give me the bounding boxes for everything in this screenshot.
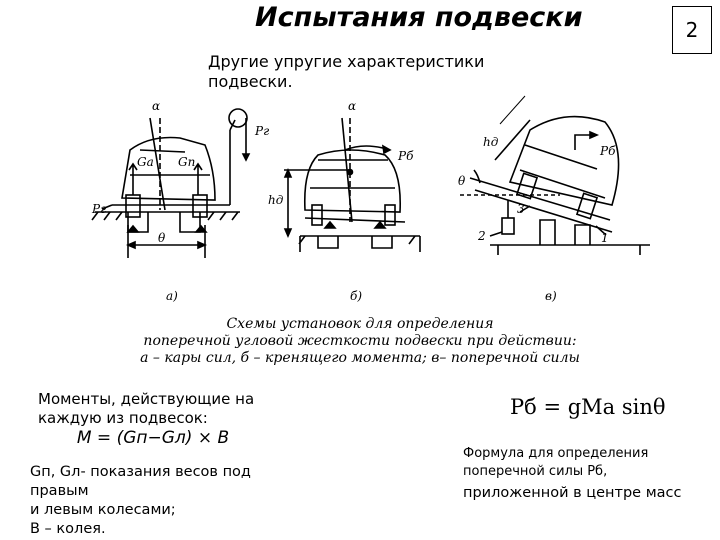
label-hd-b: hд bbox=[268, 193, 284, 207]
label-theta-a: θ bbox=[158, 231, 166, 245]
description-line: поперечной силы Рб, bbox=[463, 464, 608, 479]
figure-caption bbox=[120, 316, 600, 367]
side-force-formula: Pб = gMа sinθ bbox=[510, 395, 666, 419]
formula-description bbox=[463, 445, 719, 505]
description-line: Формула для определения bbox=[463, 446, 649, 461]
label-hd-c: hд bbox=[483, 135, 499, 149]
panel-c-label: в) bbox=[545, 289, 557, 303]
notation-line: Gп, Gл- показания весов под правым bbox=[30, 464, 251, 499]
notation-line: и левым колесами; bbox=[30, 502, 176, 518]
caption-line: Схемы установок для определения bbox=[226, 316, 494, 332]
caption-line: а – кары сил, б – кренящего момента; в– поперечной силы bbox=[140, 350, 580, 366]
moments-text-block bbox=[38, 390, 268, 448]
notation-text-block bbox=[30, 463, 290, 539]
label-theta-c: θ bbox=[458, 174, 466, 188]
label-pb-c: Pб bbox=[600, 144, 616, 158]
panel-c-drawing bbox=[460, 96, 650, 255]
label-alpha-a: α bbox=[152, 99, 161, 113]
panel-b-drawing bbox=[284, 118, 420, 252]
label-2-c: 2 bbox=[478, 229, 486, 243]
notation-line: В – колея. bbox=[30, 521, 106, 537]
caption-line: поперечной угловой жесткости подвески при действии: bbox=[143, 333, 577, 349]
panel-a-drawing bbox=[92, 109, 249, 258]
slide-title: Испытания подвески bbox=[255, 2, 583, 33]
moment-formula: M = (Gп−Gл) × B bbox=[76, 428, 230, 448]
label-pb-b: Pб bbox=[398, 149, 414, 163]
panel-a-label: а) bbox=[166, 289, 178, 303]
label-ga: Gа bbox=[137, 155, 154, 169]
label-gp: Gп bbox=[178, 155, 196, 169]
page-number: 2 bbox=[685, 18, 699, 42]
label-pg-a: Pг bbox=[255, 124, 270, 138]
label-1-c: 1 bbox=[601, 231, 609, 245]
label-alpha-b: α bbox=[348, 99, 357, 113]
slide-subtitle: Другие упругие характеристики подвески. bbox=[208, 52, 485, 91]
panel-b-label: б) bbox=[350, 289, 363, 303]
moments-text-line: Моменты, действующие на bbox=[38, 390, 255, 408]
description-line-large: приложенной в центре масс bbox=[463, 485, 682, 501]
moments-text-line: каждую из подвесок: bbox=[38, 409, 208, 427]
label-3-c: 3 bbox=[517, 202, 525, 216]
label-pg-a-left: Pг bbox=[92, 202, 107, 216]
